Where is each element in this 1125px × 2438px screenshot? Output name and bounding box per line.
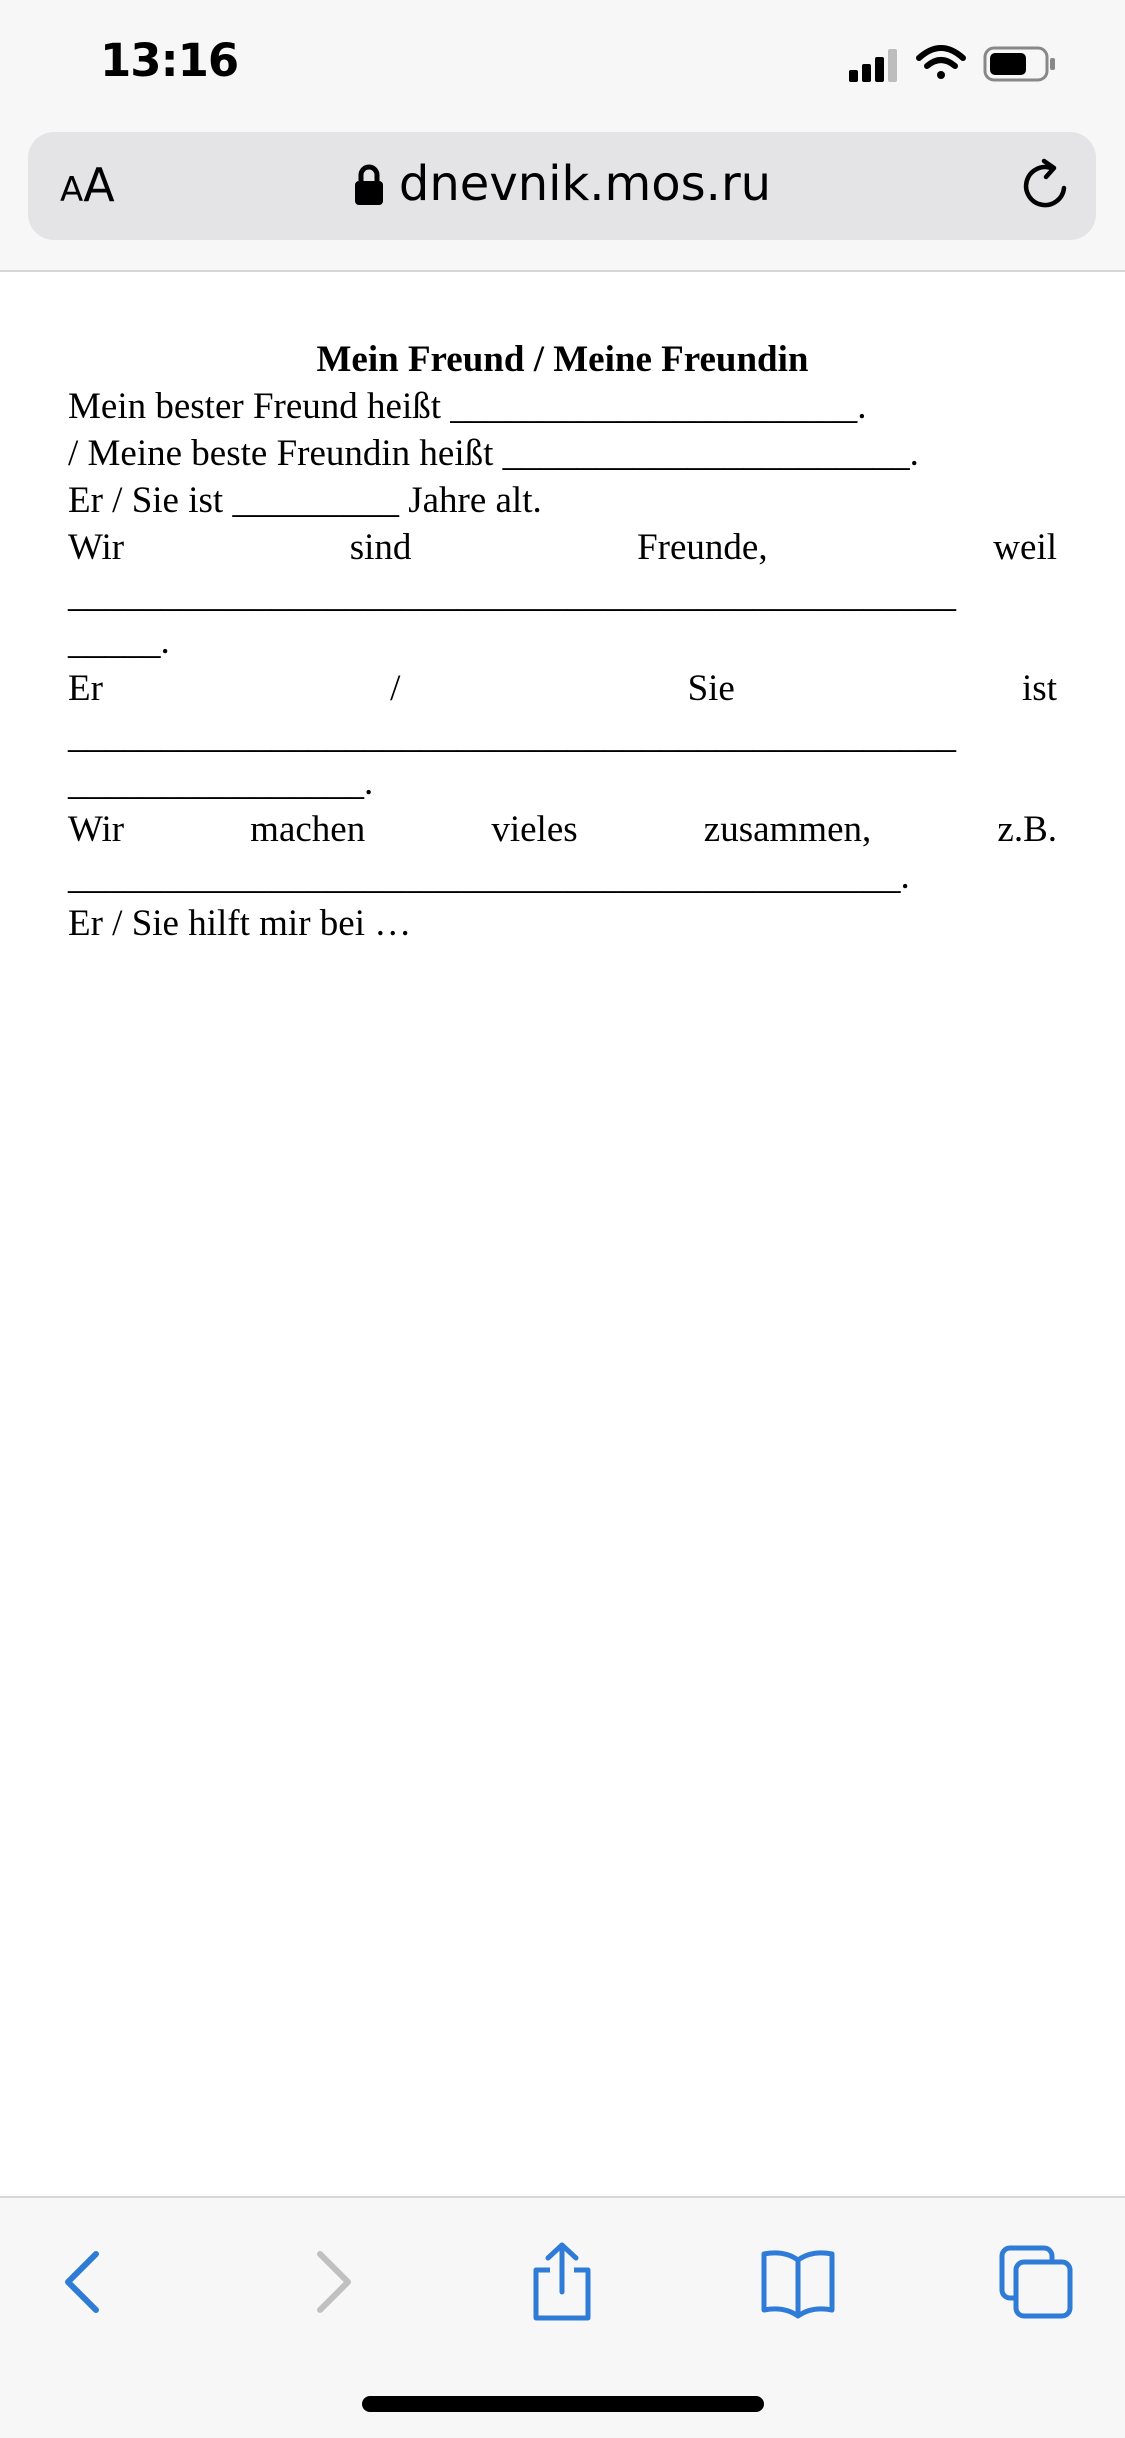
status-icons	[845, 44, 1065, 84]
worksheet-line: / Meine beste Freundin heißt ______________________.	[68, 433, 919, 474]
url-display[interactable]	[28, 156, 1096, 212]
forward-icon[interactable]	[290, 2242, 370, 2322]
status-time: 13:16	[100, 34, 239, 87]
worksheet-blank-line: ________________________________________________	[68, 574, 956, 615]
word: vieles	[491, 809, 578, 850]
bookmarks-icon[interactable]	[758, 2242, 838, 2322]
signal-icon	[849, 49, 897, 82]
worksheet-line: Mein bester Freund heißt ______________________.	[68, 386, 867, 427]
worksheet-line: Er / Sie ist _________ Jahre alt.	[68, 480, 542, 521]
word: zusammen,	[703, 809, 872, 850]
status-bar	[0, 0, 1125, 130]
text-size-large-label: A	[83, 158, 115, 212]
word: Wir	[68, 527, 125, 568]
word: sind	[349, 527, 412, 568]
worksheet-blank-line: _____________________________________________.	[68, 856, 910, 897]
battery-icon	[985, 48, 1055, 80]
browser-top-bar	[0, 130, 1125, 272]
tabs-icon[interactable]	[996, 2242, 1076, 2322]
address-bar[interactable]	[28, 132, 1096, 240]
word: ist	[1022, 668, 1057, 709]
worksheet-line-justified	[68, 524, 1057, 571]
word: Freunde,	[637, 527, 768, 568]
worksheet-blank-line: ________________________________________________	[68, 715, 956, 756]
text-size-small-label: A	[60, 170, 84, 210]
worksheet	[68, 336, 1057, 947]
word: machen	[250, 809, 366, 850]
worksheet-blank-line: _____.	[68, 621, 170, 662]
worksheet-line: Er / Sie hilft mir bei …	[68, 903, 412, 944]
lock-icon	[353, 162, 385, 206]
worksheet-blank-line: ________________.	[68, 762, 374, 803]
worksheet-line-justified	[68, 806, 1057, 853]
wifi-icon	[919, 48, 963, 79]
word: weil	[993, 527, 1057, 568]
reload-icon[interactable]	[1018, 158, 1074, 214]
back-icon[interactable]	[46, 2242, 126, 2322]
worksheet-line-justified	[68, 665, 1057, 712]
share-icon[interactable]	[522, 2242, 602, 2322]
word: z.B.	[997, 809, 1057, 850]
word: Wir	[68, 809, 125, 850]
word: Er	[68, 668, 103, 709]
url-text: dnevnik.mos.ru	[398, 156, 772, 212]
home-indicator[interactable]	[362, 2396, 764, 2412]
word: /	[390, 668, 401, 709]
word: Sie	[687, 668, 735, 709]
worksheet-title: Mein Freund / Meine Freundin	[316, 339, 809, 380]
